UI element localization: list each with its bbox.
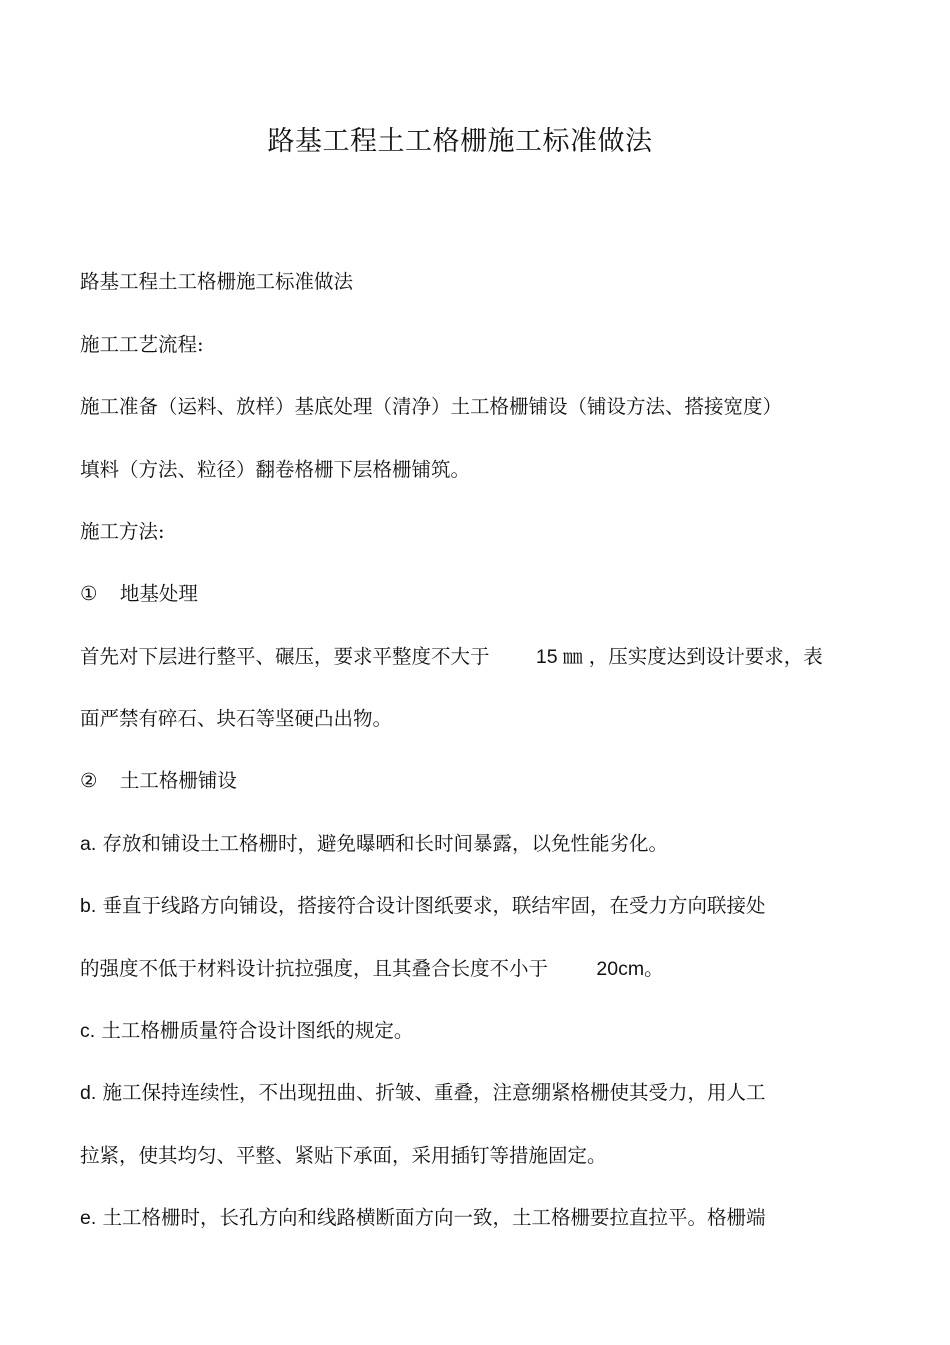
item-a-text: 存放和铺设土工格栅时，避免曝晒和长时间暴露，以免性能劣化。: [102, 832, 668, 855]
section-1-line-1: [80, 643, 823, 671]
overlap-length-value: 20cm: [596, 958, 645, 980]
item-c: [80, 1017, 413, 1045]
item-b-end: 。: [644, 957, 664, 980]
flatness-value: 15 ㎜: [535, 646, 583, 668]
section-1-line-2: 面严禁有碎石、块石等坚硬凸出物。: [80, 707, 393, 730]
item-b-line-2: [80, 955, 664, 983]
item-c-label: c.: [80, 1020, 96, 1042]
item-d-text-1: 施工保持连续性，不出现扭曲、折皱、重叠，注意绷紧格栅使其受力，用人工: [102, 1081, 766, 1104]
item-d-label: d.: [80, 1082, 97, 1104]
document-title: 路基工程土工格栅施工标准做法: [267, 126, 653, 157]
section-1-number: ①: [80, 582, 98, 605]
process-heading: 施工工艺流程:: [80, 333, 204, 356]
method-heading: 施工方法:: [80, 520, 165, 543]
section-1-line-1-a: 首先对下层进行整平、碾压，要求平整度不大于: [80, 645, 490, 668]
item-a: [80, 830, 668, 858]
subtitle: 路基工程土工格栅施工标准做法: [80, 270, 354, 293]
section-2-heading: [80, 767, 237, 795]
item-b-text-1: 垂直于线路方向铺设，搭接符合设计图纸要求，联结牢固，在受力方向联接处: [102, 894, 766, 917]
section-1-heading: [80, 580, 198, 608]
item-a-label: a.: [80, 833, 97, 855]
item-e-text-1: 土工格栅时，长孔方向和线路横断面方向一致，土工格栅要拉直拉平。格栅端: [102, 1206, 766, 1229]
item-b-text-2: 的强度不低于材料设计抗拉强度，且其叠合长度不小于: [80, 957, 549, 980]
section-2-number: ②: [80, 769, 98, 792]
section-2-title: 土工格栅铺设: [119, 769, 237, 792]
item-d-line-2: 拉紧，使其均匀、平整、紧贴下承面，采用插钉等措施固定。: [80, 1144, 607, 1167]
section-1-title: 地基处理: [119, 582, 198, 605]
item-b-label: b.: [80, 895, 97, 917]
process-line-1: 施工准备（运料、放样）基底处理（清净）土工格栅铺设（铺设方法、搭接宽度）: [80, 395, 783, 418]
item-c-text: 土工格栅质量符合设计图纸的规定。: [101, 1019, 414, 1042]
section-1-line-1-b: ，压实度达到设计要求，表: [588, 645, 823, 668]
item-d-line-1: [80, 1079, 765, 1107]
item-e-label: e.: [80, 1207, 97, 1229]
item-b-line-1: [80, 892, 765, 920]
item-e-line-1: [80, 1204, 765, 1232]
process-line-2: 填料（方法、粒径）翻卷格栅下层格栅铺筑。: [80, 458, 471, 481]
